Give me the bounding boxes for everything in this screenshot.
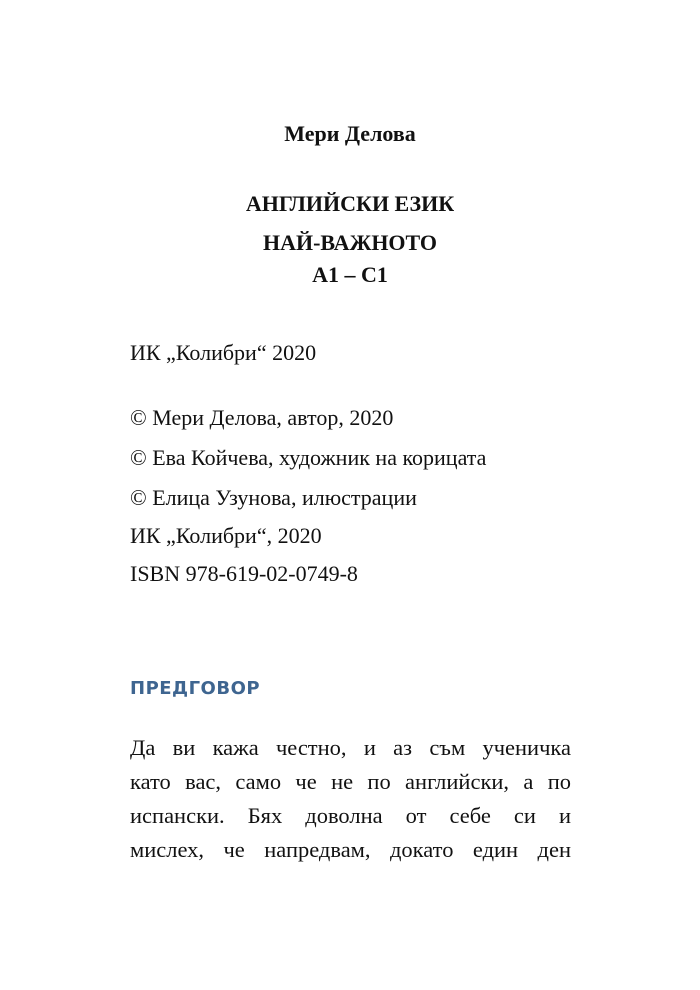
copyright-publisher: ИК „Колибри“, 2020 [130, 523, 322, 548]
paragraph-line: Да ви кажа честно, и аз съм ученичка [130, 735, 571, 760]
preface-paragraph [130, 731, 571, 867]
copyright-illustrations: © Елица Узунова, илюстрации [130, 485, 417, 510]
paragraph-line: испански. Бях доволна от себе си и [130, 803, 571, 828]
paragraph-line: като вас, само че не по английски, а по [130, 769, 571, 794]
author-name: Мери Делова [284, 121, 416, 146]
paragraph-line: мислех, че напредвам, докато един ден [130, 837, 571, 862]
section-heading: ПРЕДГОВОР [130, 678, 261, 699]
copyright-cover-artist: © Ева Койчева, художник на корицата [130, 445, 487, 470]
isbn: ISBN 978-619-02-0749-8 [130, 561, 358, 586]
book-title-line-1: АНГЛИЙСКИ ЕЗИК [245, 191, 455, 216]
book-title-line-2: НАЙ-ВАЖНОТО [262, 230, 438, 255]
copyright-author: © Мери Делова, автор, 2020 [130, 405, 394, 430]
book-level: А1 – С1 [312, 262, 388, 287]
publisher-line: ИК „Колибри“ 2020 [130, 340, 317, 365]
